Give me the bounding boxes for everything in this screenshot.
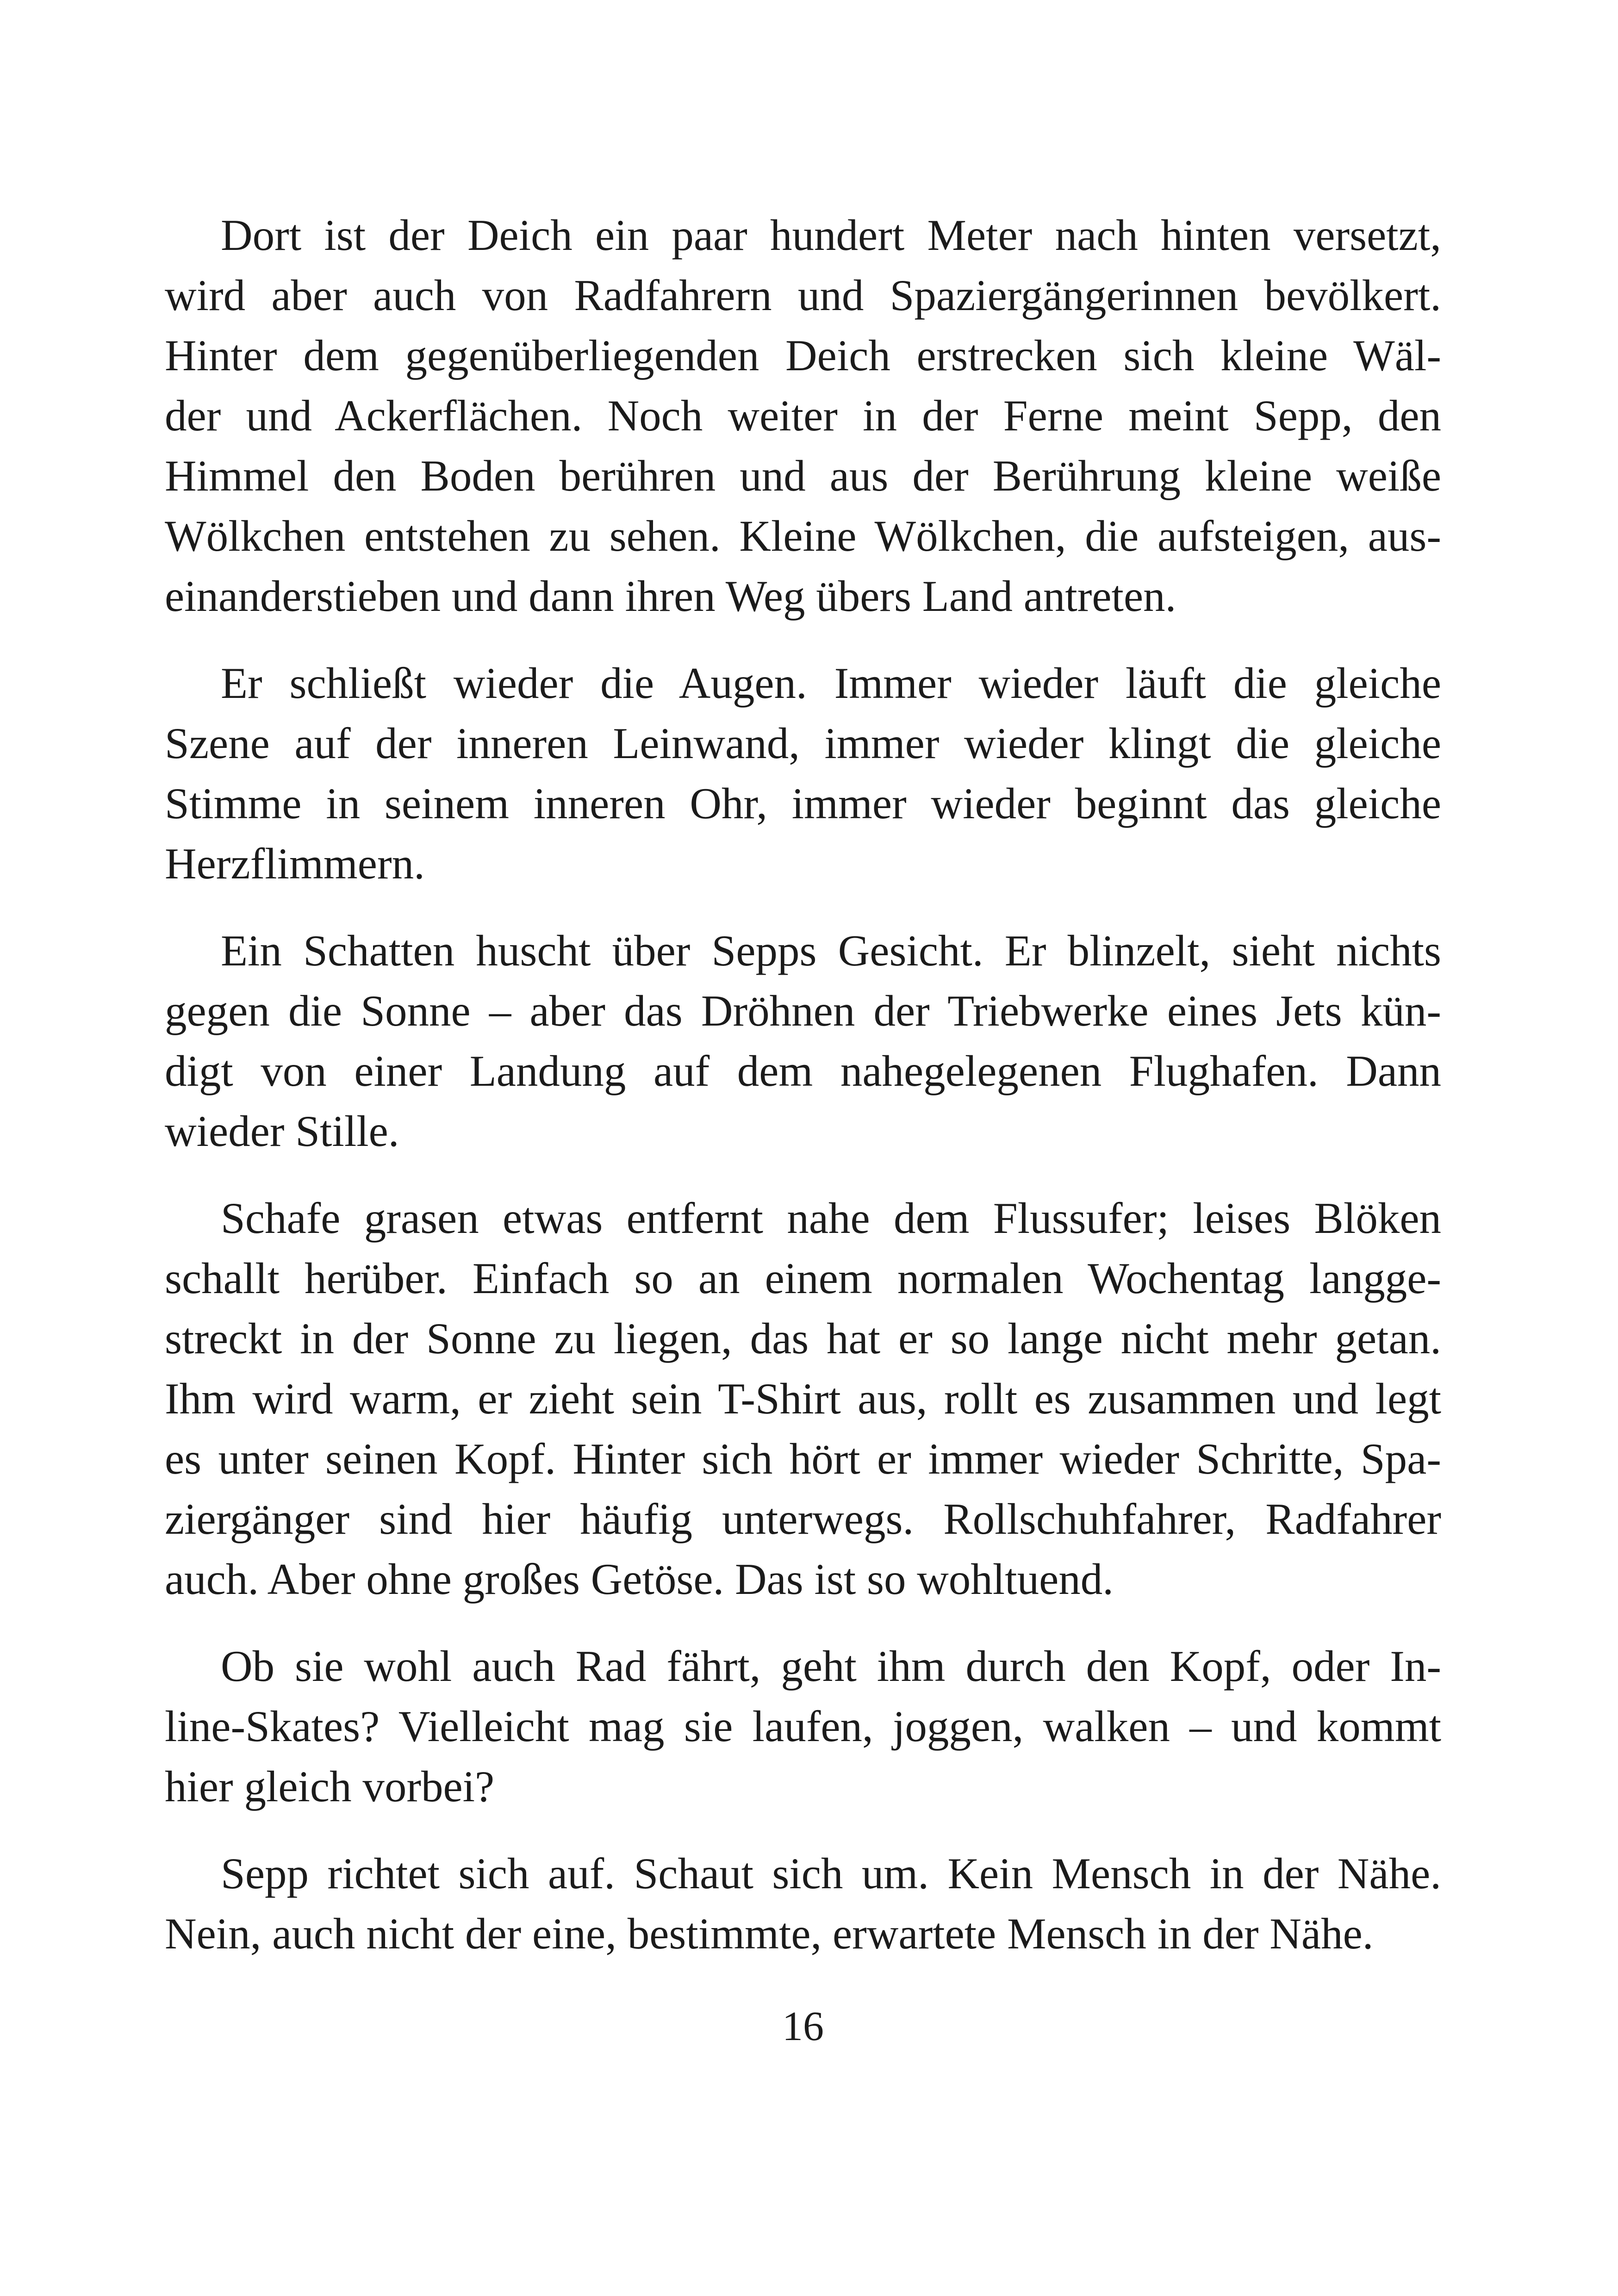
paragraph-line: auch. Aber ohne großes Getöse. Das ist so wohltuend. bbox=[165, 1555, 1114, 1604]
page-number: 16 bbox=[782, 2004, 824, 2049]
paragraph-line: digt von einer Landung auf dem nahegelegenen Flughafen. Dann bbox=[165, 1046, 1441, 1095]
paragraph-line: streckt in der Sonne zu liegen, das hat er so lange nicht mehr getan. bbox=[165, 1314, 1441, 1363]
paragraph-line: Nein, auch nicht der eine, bestimmte, erwartete Mensch in der Nähe. bbox=[165, 1909, 1374, 1958]
paragraph-line: der und Ackerflächen. Noch weiter in der Ferne meint Sepp, den bbox=[165, 391, 1441, 440]
paragraph-line: Er schließt wieder die Augen. Immer wieder läuft die gleiche bbox=[221, 659, 1441, 708]
paragraph bbox=[165, 1636, 1441, 1817]
paragraph bbox=[165, 205, 1441, 626]
paragraph-line: wieder Stille. bbox=[165, 1107, 399, 1156]
paragraph-line: Herzflimmern. bbox=[165, 839, 425, 888]
paragraph-line: Stimme in seinem inneren Ohr, immer wieder beginnt das gleiche bbox=[165, 779, 1441, 828]
paragraph-line: hier gleich vorbei? bbox=[165, 1762, 495, 1811]
paragraph-line: Ein Schatten huscht über Sepps Gesicht. Er blinzelt, sieht nichts bbox=[221, 926, 1441, 975]
paragraph bbox=[165, 921, 1441, 1161]
paragraph-line: ziergänger sind hier häufig unterwegs. Rollschuhfahrer, Radfahrer bbox=[165, 1494, 1441, 1543]
paragraph-line: Hinter dem gegenüberliegenden Deich erstrecken sich kleine Wäl- bbox=[165, 331, 1441, 380]
paragraph-line: einanderstieben und dann ihren Weg übers Land antreten. bbox=[165, 572, 1176, 621]
paragraph bbox=[165, 653, 1441, 894]
body-text bbox=[165, 205, 1441, 1964]
paragraph-line: Himmel den Boden berühren und aus der Berührung kleine weiße bbox=[165, 451, 1441, 500]
paragraph-line: wird aber auch von Radfahrern und Spaziergängerinnen bevölkert. bbox=[165, 271, 1441, 320]
paragraph-line: Szene auf der inneren Leinwand, immer wieder klingt die gleiche bbox=[165, 719, 1441, 768]
paragraph-line: Schafe grasen etwas entfernt nahe dem Flussufer; leises Blöken bbox=[221, 1194, 1441, 1243]
paragraph-line: Wölkchen entstehen zu sehen. Kleine Wölkchen, die aufsteigen, aus- bbox=[165, 511, 1441, 560]
paragraph-line: Sepp richtet sich auf. Schaut sich um. Kein Mensch in der Nähe. bbox=[221, 1849, 1441, 1898]
paragraph-line: Ihm wird warm, er zieht sein T-Shirt aus, rollt es zusammen und legt bbox=[165, 1374, 1441, 1423]
paragraph bbox=[165, 1188, 1441, 1609]
paragraph-line: schallt herüber. Einfach so an einem normalen Wochentag langge- bbox=[165, 1254, 1441, 1303]
paragraph bbox=[165, 1843, 1441, 1964]
paragraph-line: es unter seinen Kopf. Hinter sich hört er immer wieder Schritte, Spa- bbox=[165, 1434, 1441, 1483]
paragraph-line: gegen die Sonne – aber das Dröhnen der Triebwerke eines Jets kün- bbox=[165, 986, 1441, 1035]
paragraph-line: Ob sie wohl auch Rad fährt, geht ihm durch den Kopf, oder In- bbox=[221, 1642, 1441, 1691]
paragraph-line: Dort ist der Deich ein paar hundert Meter nach hinten versetzt, bbox=[221, 211, 1441, 260]
paragraph-line: line-Skates? Vielleicht mag sie laufen, joggen, walken – und kommt bbox=[165, 1702, 1441, 1751]
